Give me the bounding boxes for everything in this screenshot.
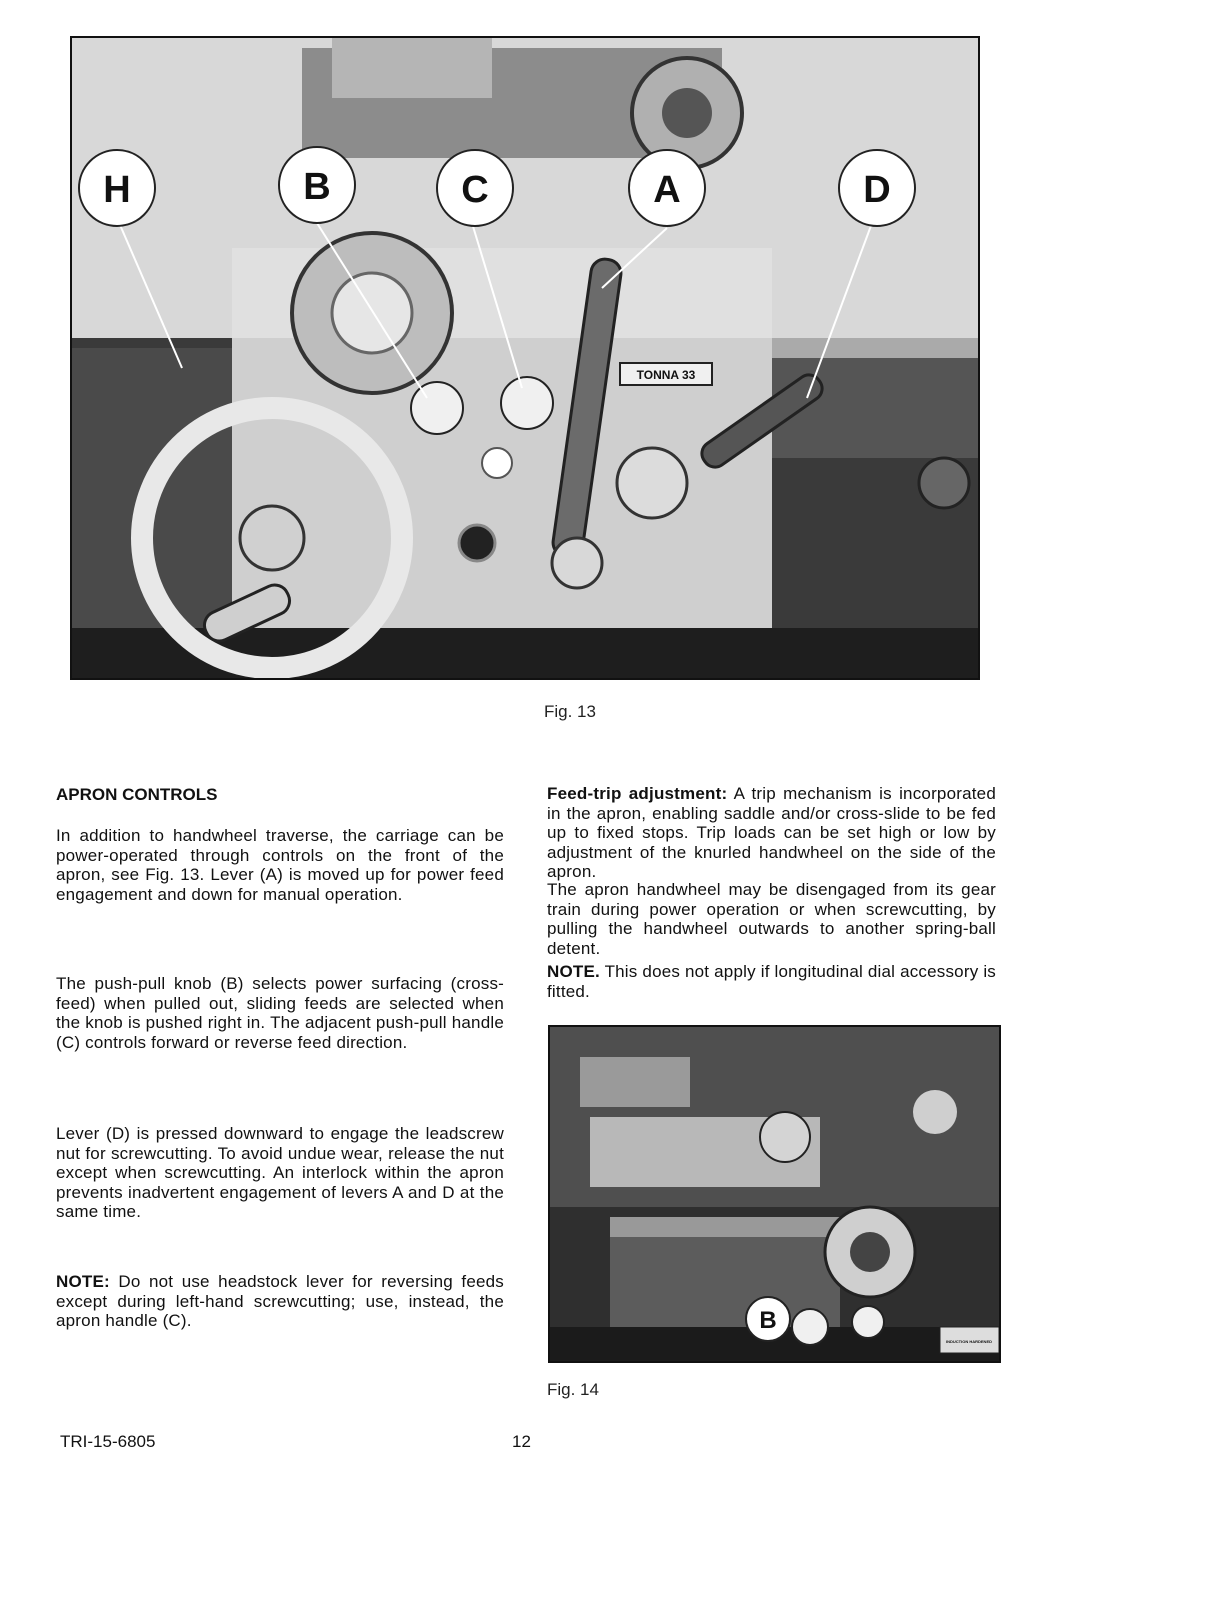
figure-14-photo bbox=[548, 1025, 1001, 1363]
section-heading: APRON CONTROLS bbox=[56, 785, 218, 804]
lathe-saddle-illustration bbox=[550, 1027, 999, 1361]
callout-c bbox=[437, 150, 513, 226]
paragraph-note-accessory bbox=[547, 962, 996, 1001]
paragraph-power-operation: In addition to handwheel traverse, the carriage can be power-operated through controls on the front of the apron, see Fig. 13. Lever (A) is moved up for power feed engagement and down for manual operation. bbox=[56, 826, 504, 904]
feed-trip-text: A trip mechanism is incorporated in the apron, enabling saddle and/or cross-slide to be fed up to fixed stops. Trip loads can be set high or low by adjustment of the knurled handwheel on the side of the apron. bbox=[547, 784, 996, 881]
callout-h-label: H bbox=[103, 169, 131, 211]
note-label: NOTE: bbox=[56, 1272, 110, 1291]
paragraph-feed-trip bbox=[547, 784, 996, 882]
page-number: 12 bbox=[512, 1432, 531, 1451]
paragraph-lever-d: Lever (D) is pressed downward to engage the leadscrew nut for screwcutting. To avoid undue wear, release the nut except when screwcutting. An interlock within the apron prevents inadvertent engagement of levers A and D at the same time. bbox=[56, 1124, 504, 1221]
paragraph-push-pull-knob: The push-pull knob (B) selects power surfacing (cross-feed) when pulled out, sliding feeds are selected when the knob is pushed right in. The adjacent push-pull handle (C) controls forward or reverse feed direction. bbox=[56, 974, 504, 1052]
figure-14-caption: Fig. 14 bbox=[547, 1380, 599, 1399]
figure-13-photo bbox=[70, 36, 980, 680]
paragraph-handwheel-disengage: The apron handwheel may be disengaged from its gear train during power operation or when screwcutting, by pulling the handwheel outwards to another spring-ball detent. bbox=[547, 880, 996, 958]
note-text: Do not use headstock lever for reversing feeds except during left-hand screwcutting; use, instead, the apron handle (C). bbox=[56, 1272, 504, 1330]
callout-a-label: A bbox=[653, 169, 681, 211]
lathe-apron-illustration bbox=[72, 38, 978, 678]
callout-c-label: C bbox=[461, 169, 489, 211]
callout-d bbox=[839, 150, 915, 226]
fig14-callout-b-label: B bbox=[759, 1307, 777, 1334]
induction-hardened-plate: INDUCTION HARDENED bbox=[946, 1339, 992, 1344]
figure-13-caption: Fig. 13 bbox=[544, 702, 596, 721]
paragraph-note-headstock bbox=[56, 1272, 504, 1331]
callout-b bbox=[279, 147, 355, 223]
document-code: TRI-15-6805 bbox=[60, 1432, 156, 1451]
callout-h bbox=[79, 150, 155, 226]
callout-d-label: D bbox=[863, 169, 891, 211]
callout-b-label: B bbox=[303, 166, 331, 208]
note-label-right: NOTE. bbox=[547, 962, 600, 981]
note-text-right: This does not apply if longitudinal dial accessory is fitted. bbox=[547, 962, 996, 1001]
callout-a bbox=[629, 150, 705, 226]
fig14-callout-b bbox=[746, 1297, 790, 1341]
feed-trip-label: Feed-trip adjustment: bbox=[547, 784, 728, 803]
tonna-plate-text: TONNA 33 bbox=[636, 368, 696, 382]
